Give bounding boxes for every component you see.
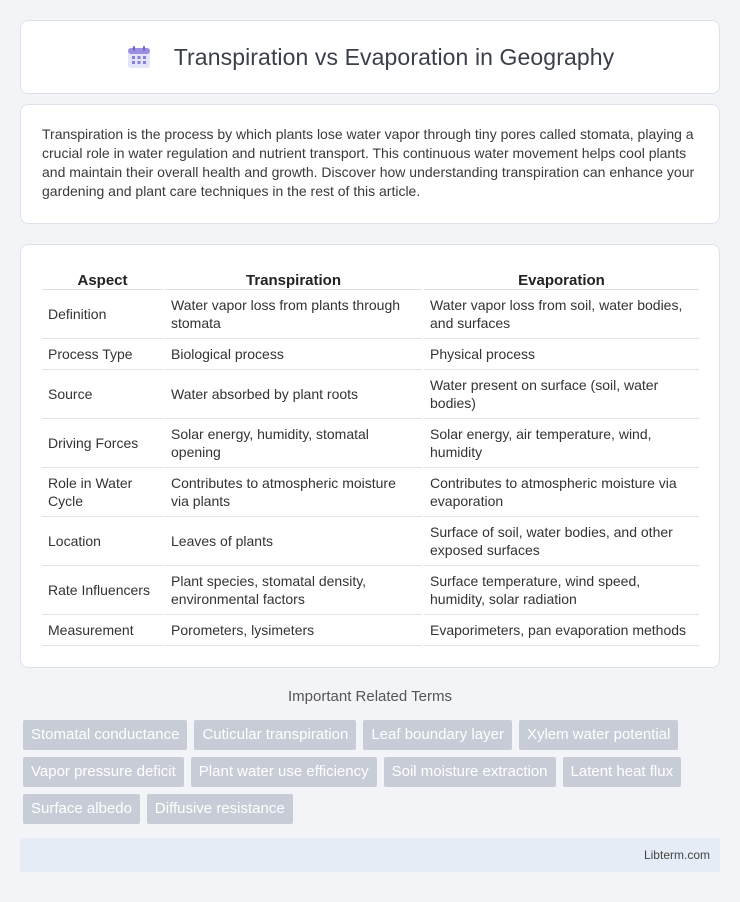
related-term-tag[interactable]: Vapor pressure deficit	[23, 757, 184, 787]
table-header-row	[42, 265, 699, 289]
column-header-evaporation: Evaporation	[423, 265, 699, 289]
row-evaporation: Solar energy, air temperature, wind, humidity	[423, 418, 699, 467]
intro-paragraph: Transpiration is the process by which plants lose water vapor through tiny pores called stomata, playing a crucial role in water regulation and nutrient transport. This continuous water movement helps cool plants and maintain their overall health and growth. Discover how understanding transpiration can enhance your gardening and plant care techniques in the rest of this article.	[42, 126, 695, 199]
row-aspect: Measurement	[42, 614, 164, 645]
table-row	[42, 614, 699, 645]
comparison-table-card	[20, 244, 720, 668]
row-aspect: Definition	[42, 289, 164, 338]
row-evaporation: Surface temperature, wind speed, humidity, solar radiation	[423, 565, 699, 614]
related-term-tag[interactable]: Surface albedo	[23, 794, 140, 824]
row-transpiration: Contributes to atmospheric moisture via plants	[164, 467, 423, 516]
related-term-tag[interactable]: Latent heat flux	[563, 757, 682, 787]
footer-brand-link[interactable]: Libterm.com	[643, 848, 710, 862]
comparison-table	[42, 265, 699, 646]
table-row	[42, 369, 699, 418]
footer	[20, 838, 720, 872]
row-transpiration: Solar energy, humidity, stomatal opening	[164, 418, 423, 467]
table-row	[42, 565, 699, 614]
row-transpiration: Water absorbed by plant roots	[164, 369, 423, 418]
row-aspect: Source	[42, 369, 164, 418]
row-evaporation: Water present on surface (soil, water bodies)	[423, 369, 699, 418]
page-title: Transpiration vs Evaporation in Geography	[173, 43, 615, 70]
row-transpiration: Plant species, stomatal density, environmental factors	[164, 565, 423, 614]
row-transpiration: Biological process	[164, 338, 423, 369]
table-row	[42, 289, 699, 338]
table-row	[42, 418, 699, 467]
column-header-transpiration: Transpiration	[164, 265, 423, 289]
related-term-tag[interactable]: Leaf boundary layer	[363, 720, 512, 750]
row-evaporation: Water vapor loss from soil, water bodies, and surfaces	[423, 289, 699, 338]
row-evaporation: Surface of soil, water bodies, and other exposed surfaces	[423, 516, 699, 565]
row-transpiration: Porometers, lysimeters	[164, 614, 423, 645]
row-evaporation: Evaporimeters, pan evaporation methods	[423, 614, 699, 645]
related-term-tag[interactable]: Plant water use efficiency	[191, 757, 377, 787]
row-evaporation: Physical process	[423, 338, 699, 369]
related-term-tag[interactable]: Soil moisture extraction	[384, 757, 556, 787]
related-terms-list	[23, 720, 723, 824]
related-term-tag[interactable]: Cuticular transpiration	[194, 720, 356, 750]
row-aspect: Driving Forces	[42, 418, 164, 467]
row-transpiration: Water vapor loss from plants through stomata	[164, 289, 423, 338]
table-row	[42, 467, 699, 516]
column-header-aspect: Aspect	[42, 265, 164, 289]
title-card	[20, 20, 720, 94]
row-aspect: Location	[42, 516, 164, 565]
intro-card	[20, 104, 720, 224]
related-term-tag[interactable]: Xylem water potential	[519, 720, 678, 750]
row-aspect: Process Type	[42, 338, 164, 369]
row-aspect: Role in Water Cycle	[42, 467, 164, 516]
row-transpiration: Leaves of plants	[164, 516, 423, 565]
table-row	[42, 338, 699, 369]
table-row	[42, 516, 699, 565]
calendar-icon	[126, 44, 152, 70]
row-aspect: Rate Influencers	[42, 565, 164, 614]
row-evaporation: Contributes to atmospheric moisture via evaporation	[423, 467, 699, 516]
related-term-tag[interactable]: Stomatal conductance	[23, 720, 187, 750]
related-terms-heading: Important Related Terms	[288, 688, 452, 705]
title-wrap	[126, 44, 614, 71]
related-term-tag[interactable]: Diffusive resistance	[147, 794, 293, 824]
